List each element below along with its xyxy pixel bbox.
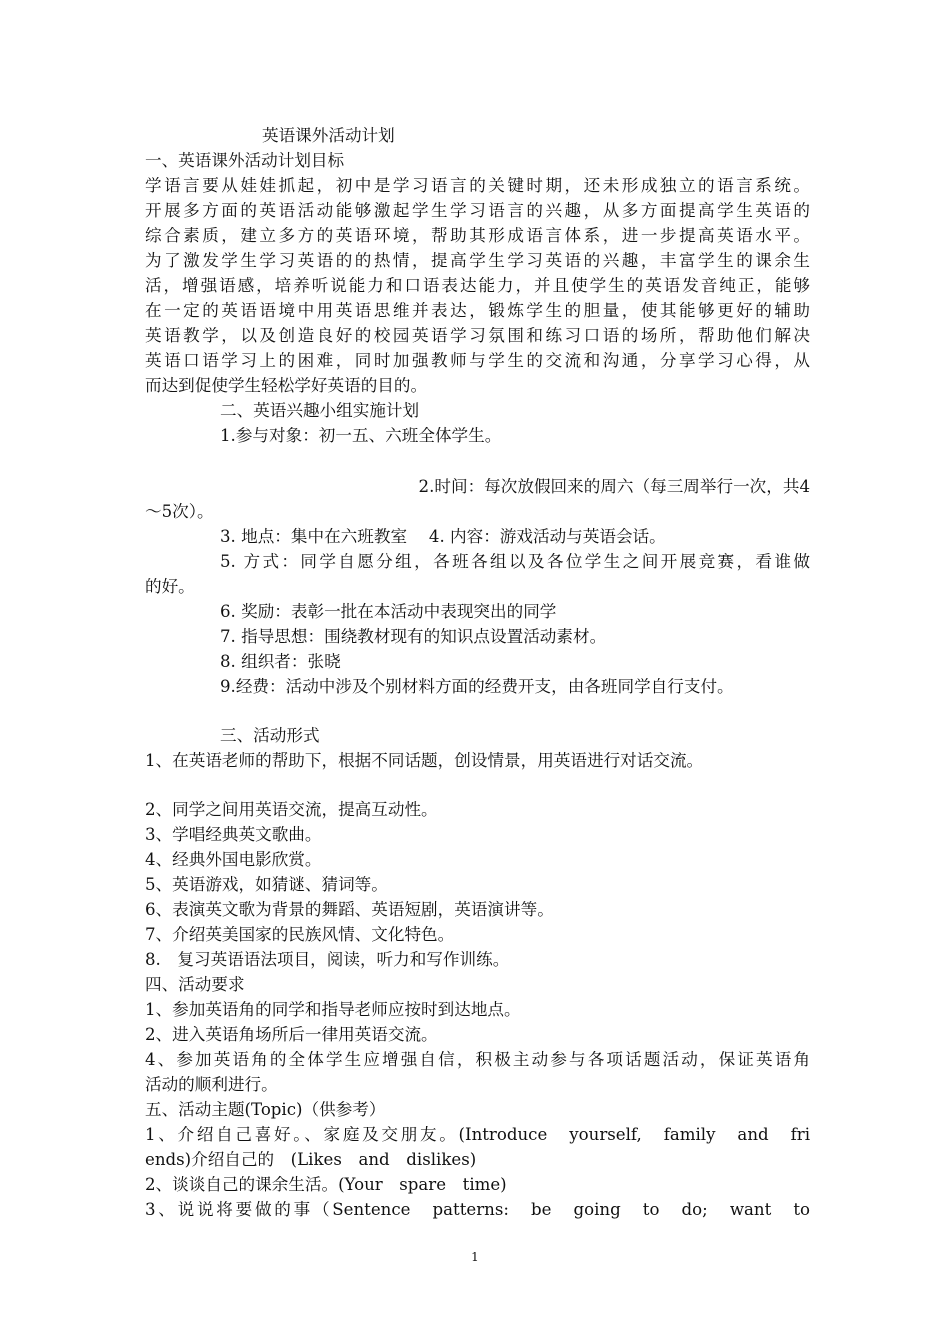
paragraph-line: 在一定的英语语境中用英语思维并表达，锻炼学生的胆量，使其能够更好的辅助 bbox=[145, 301, 810, 320]
list-item: 5、英语游戏，如猜谜、猜词等。 bbox=[145, 875, 388, 894]
section-5-heading: 五、活动主题(Topic)（供参考） bbox=[145, 1100, 386, 1119]
paragraph-line: 为了激发学生学习英语的的热情，提高学生学习英语的兴趣，丰富学生的课余生 bbox=[145, 251, 810, 270]
list-item: 4、经典外国电影欣赏。 bbox=[145, 850, 322, 869]
list-item: 8. 复习英语语法项目，阅读，听力和写作训练。 bbox=[145, 950, 510, 969]
paragraph-line: 活，增强语感，培养听说能力和口语表达能力，并且使学生的英语发音纯正，能够 bbox=[145, 276, 810, 295]
list-item: 8. 组织者：张晓 bbox=[220, 652, 341, 671]
list-item: 1、参加英语角的同学和指导老师应按时到达地点。 bbox=[145, 1000, 521, 1019]
section-2-heading: 二、英语兴趣小组实施计划 bbox=[220, 401, 420, 420]
list-item: 1、在英语老师的帮助下，根据不同话题，创设情景，用英语进行对话交流。 bbox=[145, 751, 704, 770]
list-item: 7、介绍英美国家的民族风情、文化特色。 bbox=[145, 925, 455, 944]
list-item: 9.经费：活动中涉及个别材料方面的经费开支，由各班同学自行支付。 bbox=[220, 677, 734, 696]
doc-title: 英语课外活动计划 bbox=[262, 126, 395, 145]
paragraph-line: 而达到促使学生轻松学好英语的目的。 bbox=[145, 376, 428, 395]
list-item: 7. 指导思想：围绕教材现有的知识点设置活动素材。 bbox=[220, 627, 607, 646]
list-item: 1.参与对象：初一五、六班全体学生。 bbox=[220, 426, 502, 445]
list-item: 3. 地点：集中在六班教室 4. 内容：游戏活动与英语会话。 bbox=[220, 527, 666, 546]
list-item: ends)介绍自己的 (Likes and dislikes) bbox=[145, 1150, 477, 1169]
paragraph-line: 开展多方面的英语活动能够激起学生学习语言的兴趣，从多方面提高学生英语的 bbox=[145, 201, 810, 220]
list-item: 2、谈谈自己的课余生活。(Your spare time) bbox=[145, 1175, 507, 1194]
paragraph-line: 综合素质，建立多方的英语环境，帮助其形成语言体系，进一步提高英语水平。 bbox=[145, 226, 810, 245]
list-item: 6、表演英文歌为背景的舞蹈、英语短剧，英语演讲等。 bbox=[145, 900, 554, 919]
list-item: 的好。 bbox=[145, 577, 195, 596]
list-item: 2、进入英语角场所后一律用英语交流。 bbox=[145, 1025, 438, 1044]
list-item: 6. 奖励：表彰一批在本活动中表现突出的同学 bbox=[220, 602, 557, 621]
list-item: 活动的顺利进行。 bbox=[145, 1075, 278, 1094]
list-item: 3、学唱经典英文歌曲。 bbox=[145, 825, 322, 844]
list-item: 4、参加英语角的全体学生应增强自信，积极主动参与各项话题活动，保证英语角 bbox=[145, 1050, 810, 1069]
paragraph-line: 英语口语学习上的困难，同时加强教师与学生的交流和沟通，分享学习心得，从 bbox=[145, 351, 810, 370]
list-item: ～5次）。 bbox=[145, 502, 214, 521]
section-4-heading: 四、活动要求 bbox=[145, 975, 245, 994]
list-item: 5. 方式：同学自愿分组，各班各组以及各位学生之间开展竞赛，看谁做 bbox=[220, 552, 810, 571]
list-item: 2.时间：每次放假回来的周六（每三周举行一次，共4 bbox=[418, 477, 810, 496]
list-item: 2、同学之间用英语交流，提高互动性。 bbox=[145, 800, 438, 819]
paragraph-line: 英语教学，以及创造良好的校园英语学习氛围和练习口语的场所，帮助他们解决 bbox=[145, 326, 810, 345]
list-item: 1、介绍自己喜好。、家庭及交朋友。(Introduce yourself, family and fri bbox=[145, 1125, 810, 1144]
list-item: 3、说说将要做的事（Sentence patterns: be going to do; want to bbox=[145, 1200, 810, 1219]
section-1-heading: 一、英语课外活动计划目标 bbox=[145, 151, 345, 170]
section-3-heading: 三、活动形式 bbox=[220, 726, 320, 745]
paragraph-line: 学语言要从娃娃抓起，初中是学习语言的关键时期，还未形成独立的语言系统。 bbox=[145, 176, 810, 195]
page-number: 1 bbox=[471, 1250, 479, 1264]
